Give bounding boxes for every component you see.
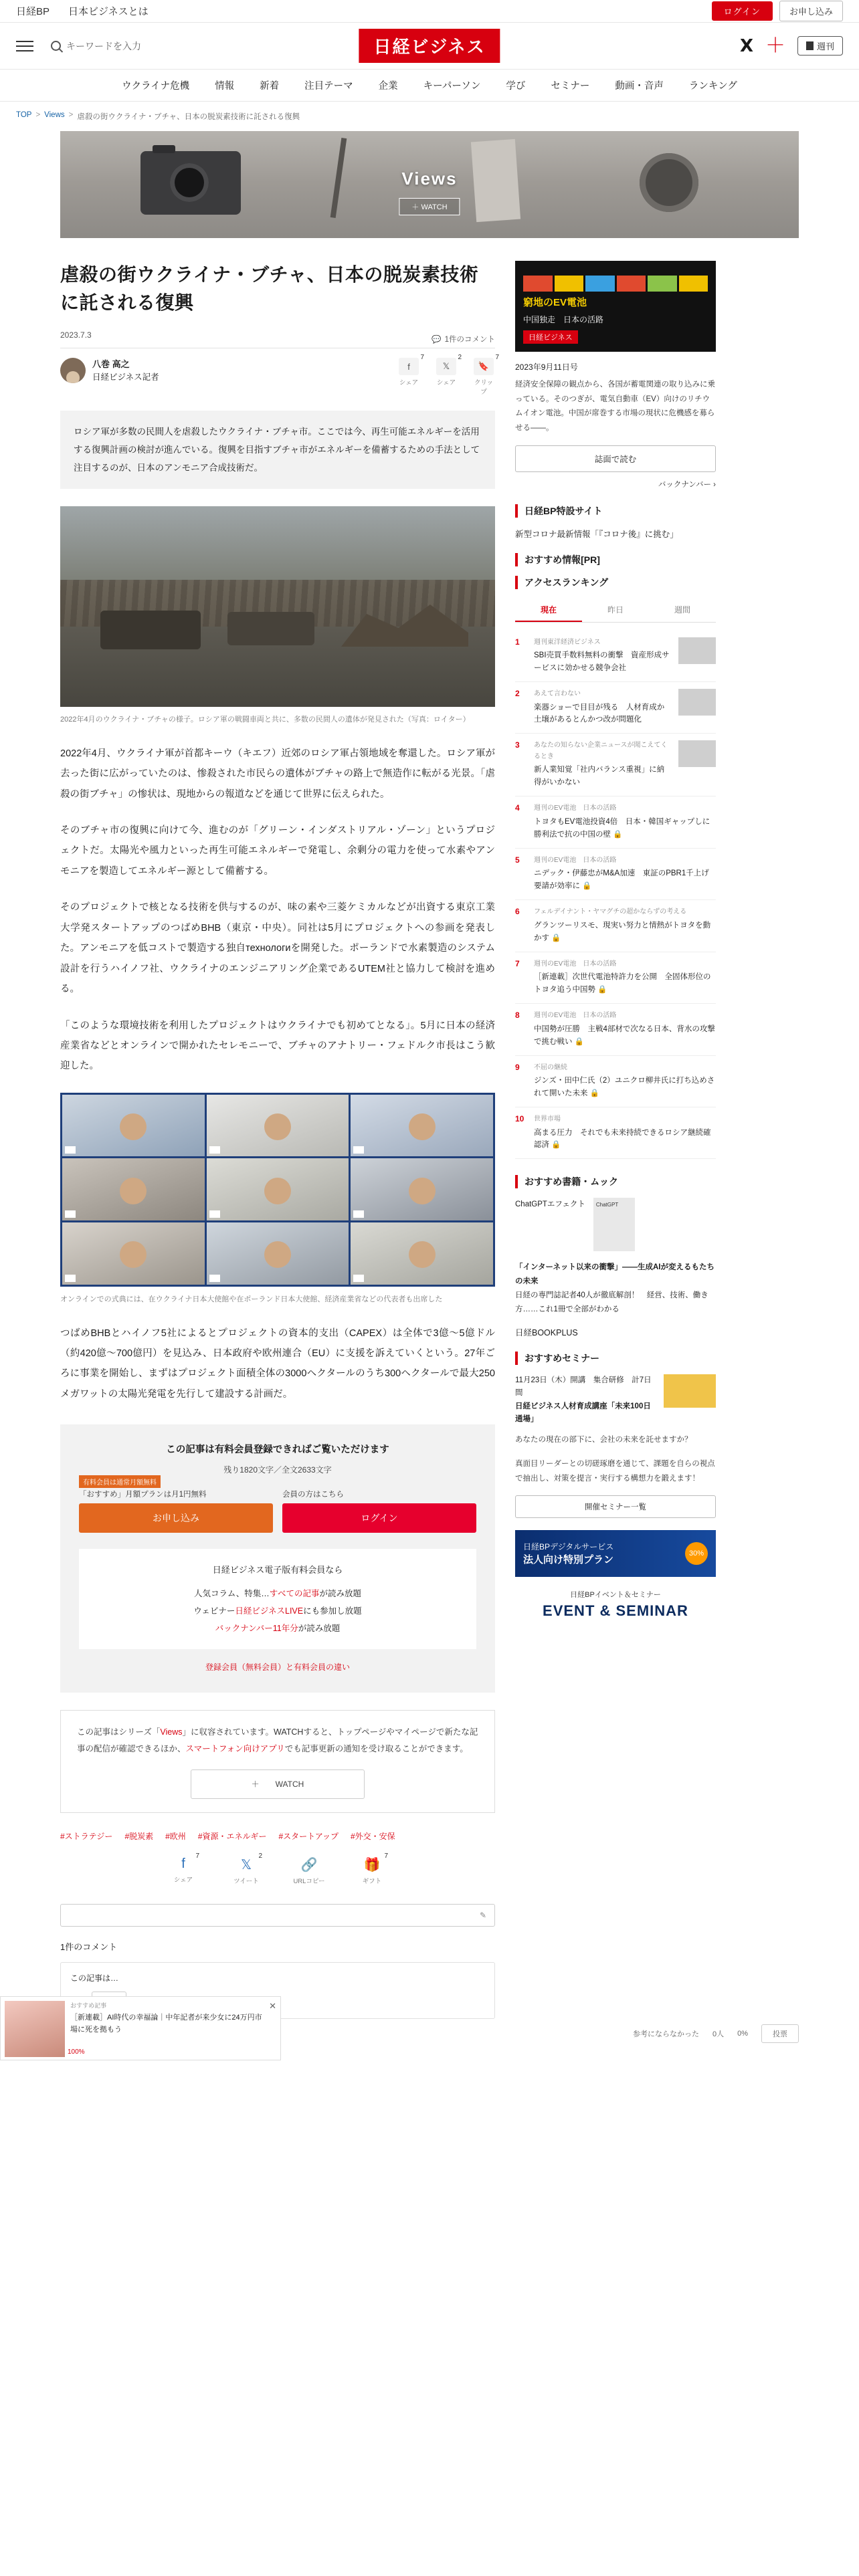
seminars-heading: おすすめセミナー <box>515 1352 716 1365</box>
utility-link-about[interactable]: 日本ビジネスとは <box>68 6 149 17</box>
close-icon[interactable]: ✕ <box>269 2001 276 2012</box>
ranking-item-4[interactable] <box>515 796 716 848</box>
floating-ad-thumbnail <box>5 2001 65 2057</box>
ranking-kicker: あえて言わない <box>534 690 581 697</box>
nav-item-topics[interactable]: 注目テーマ <box>304 81 353 92</box>
page-title: 虐殺の街ウクライナ・ブチャ、日本の脱炭素技術に託される復興 <box>60 264 479 313</box>
nav-item-seminar[interactable]: セミナー <box>551 81 590 92</box>
share-clip[interactable] <box>472 354 499 396</box>
nav-item-new[interactable]: 新着 <box>260 81 280 92</box>
hero-watch-button[interactable]: ＋ WATCH <box>399 198 460 215</box>
promo-line-2 <box>92 1602 463 1620</box>
read-magazine-label: 誌面で読む <box>594 455 637 465</box>
books-heading: おすすめ書籍・ムック <box>515 1175 716 1188</box>
issue-description: 経済安全保障の観点から、各国が蓄電関連の取り込みに乗っている。そのつぎが、電気自動車（EV）向けのリチウムイオン電池。中国が席巻する市場の現状に危機感を募らせる――。 <box>515 380 715 433</box>
seminar-body-1: あなたの現在の部下に、会社の未来を託せますか？ <box>515 1435 692 1444</box>
tab-ranking-now[interactable]: 現在 <box>515 599 582 622</box>
promo-line-2-em: 日経ビジネスLIVE <box>235 1606 304 1616</box>
grid-cell-1 <box>62 1095 205 1157</box>
article-meta <box>60 336 499 396</box>
x-icon: 𝕏 <box>436 358 456 375</box>
lock-icon: 🔒 <box>597 986 607 994</box>
ranking-title: グランツーリスモ、現実い努力と情熱がトヨタを動かす <box>534 921 711 942</box>
ranking-number: 6 <box>515 907 520 917</box>
utility-links <box>16 4 149 18</box>
utility-link-nikkeibp[interactable]: 日経BP <box>16 6 50 17</box>
floating-ad-pr-label: おすすめ記事 <box>70 2002 107 2010</box>
lock-icon: 🔒 <box>574 1037 585 1046</box>
photo-sky <box>60 506 495 580</box>
promo-title: 日経ビジネス電子版有料会員なら <box>212 1565 343 1576</box>
backnumber-link[interactable]: バックナンバー › <box>658 481 716 490</box>
photo-rubble <box>341 600 468 647</box>
ranking-title: ［新連載］次世代電池特許力を公開 全固体形位のトヨタ追う中国勢 <box>534 973 711 994</box>
ranking-item-2[interactable] <box>515 682 716 734</box>
nav-item-video[interactable]: 動画・音声 <box>615 81 664 92</box>
promo-line-1 <box>92 1585 463 1602</box>
photo-caption: 2022年4月のウクライナ・ブチャの様子。ロシア軍の戦闘車両と共に、多数の民間人の遺体が発見された（写真：ロイター） <box>60 716 470 724</box>
promo-line-1-em: すべての記事 <box>269 1588 320 1598</box>
grid-caption: オンラインでの式典には、在ウクライナ日本大使館や在ポーランド日本大使館、経済産業省などの代表者も出席した <box>60 1295 443 1303</box>
nav-item-learning[interactable]: 学び <box>506 81 526 92</box>
masthead <box>0 23 859 70</box>
clip-icon: 🔖 <box>474 358 494 375</box>
grid-cell-4 <box>62 1158 205 1220</box>
ranking-number: 1 <box>515 637 520 647</box>
bottom-share-copy-label: URLコピー <box>293 1878 325 1886</box>
hero-title: Views <box>401 169 458 189</box>
ranking-number: 10 <box>515 1114 524 1123</box>
promo-line-3-post: が読み放題 <box>298 1624 341 1634</box>
weekly-label: 週刊 <box>816 41 834 51</box>
photo-vehicle-2 <box>227 612 314 645</box>
read-magazine-button[interactable] <box>515 445 716 472</box>
ranking-heading: アクセスランキング <box>515 576 716 589</box>
ranking-number: 5 <box>515 855 520 865</box>
grid-cell-7 <box>62 1222 205 1285</box>
ranking-number: 9 <box>515 1062 520 1072</box>
promo-line-1-pre: 人気コラム、特集… <box>193 1588 270 1598</box>
ranking-number: 7 <box>515 958 520 968</box>
ranking-kicker: あなたの知らない企業ニュースが聞こえてくるとき <box>534 742 668 760</box>
comment-count-label: 1件のコメント <box>444 336 495 344</box>
helpful-count-people: 0人 <box>712 2030 725 2039</box>
content-wrapper <box>0 238 859 2019</box>
share-facebook-label: シェア <box>399 379 419 387</box>
article-photo-bucha <box>60 506 495 707</box>
comment-section-heading: 1件のコメント <box>60 1942 118 1953</box>
share-x-count: 2 <box>458 354 462 361</box>
facebook-icon: f <box>181 1856 185 1872</box>
author-block <box>60 358 159 384</box>
app-link[interactable]: スマートフォン向けアプリ <box>185 1744 285 1754</box>
paywall-tag: 有料会員は通常月額無料 <box>79 1475 161 1488</box>
ranking-title: 高まる圧力 それでも未来持続できるロシア継続確認済 <box>534 1128 711 1150</box>
ranking-kicker: 週刊のEV電池 日本の活路 <box>534 804 617 813</box>
sidebar <box>515 261 716 1620</box>
promo-line-1-post: が読み放題 <box>319 1588 362 1598</box>
bottom-share-x[interactable] <box>229 1852 264 1886</box>
bottom-share-copy[interactable] <box>292 1856 326 1885</box>
breadcrumb <box>0 102 859 131</box>
floating-ad-title: ［新連載］AI時代の幸福論｜中年記者が来少女に24万円市場に死を拠もう <box>70 2013 262 2034</box>
facebook-icon: f <box>399 358 419 375</box>
author-info <box>92 358 159 384</box>
series-name-link[interactable]: Views <box>160 1727 183 1737</box>
breadcrumb-item-top[interactable]: TOP <box>16 111 32 119</box>
seminar-thumbnail <box>664 1374 716 1408</box>
tag-energy[interactable]: #資源・エネルギー <box>197 1832 267 1842</box>
ranking-text <box>534 689 672 726</box>
comment-text: この記事は… <box>70 1973 119 1983</box>
article-main <box>60 261 499 2019</box>
magazine-icon <box>806 41 814 50</box>
article-paragraph-4: 「このような環境技術を利用したプロジェクトはウクライナでも初めてとなる」。5月に日本の経済産業省などとオンラインで開かれたセレモニーで、ブチャのアナトリー・フェドルク市長はこう歓迎した。 <box>60 1020 495 1072</box>
bottom-share-x-label: ツイート <box>233 1878 259 1886</box>
backnumber-label: バックナンバー <box>658 481 711 490</box>
book-item-2[interactable] <box>515 1261 716 1316</box>
article-photo-figure <box>60 506 495 707</box>
bottom-share-bar <box>60 1852 495 1886</box>
magazine-logo: 日経ビジネス <box>523 330 578 344</box>
tag-strategy[interactable]: #ストラテジー <box>60 1832 113 1842</box>
series-watch-button[interactable]: ＋ WATCH <box>191 1769 365 1799</box>
paywall <box>60 1424 495 1693</box>
paywall-options <box>79 1479 476 1533</box>
masthead-actions <box>740 36 843 56</box>
ranking-title: ニデック・伊藤忠がM&A加速 東証のPBR1千上げ要請が効率に <box>534 869 709 891</box>
search-icon <box>51 41 61 51</box>
grid-cell-8 <box>207 1222 349 1285</box>
share-clip-label: クリップ <box>474 379 494 396</box>
tag-decarbonization[interactable]: #脱炭素 <box>124 1832 154 1842</box>
helpful-count-pct: 0% <box>737 2030 748 2038</box>
bp-special-item[interactable]: 新型コロナ最新情報「『コロナ後』に挑む」 <box>515 530 678 540</box>
photo-vehicle-1 <box>100 611 201 649</box>
series-text-post: でも記事更新の通知を受け取ることができます。 <box>284 1744 468 1754</box>
digital-service-banner[interactable] <box>515 1530 716 1577</box>
helpful-label: 参考にならなかった <box>632 2030 699 2039</box>
tag-list <box>60 1830 495 1842</box>
article-paragraph-3: そのプロジェクトで核となる技術を供与するのが、味の素や三菱ケミカルなどが出資する東京工業大学発スタートアップのつばめBHB（東京・中央）。同社は5月にプロジェクトへの参画を発表した。アンモニアを低コストで製造する独自технологиを開発した。ポーランドで水素製造のシステム設計を行うハイノフ社、ウクライナのエンジニアリング企業であるUTEM社と協力して検討を進める。 <box>60 902 495 995</box>
publish-date: 2023.7.3 <box>60 330 92 340</box>
ranking-item-5[interactable] <box>515 849 716 900</box>
bottom-share-x-count: 2 <box>258 1852 262 1860</box>
discount-badge: 30% <box>685 1542 708 1565</box>
comment-count-link[interactable] <box>432 334 495 344</box>
paywall-option-login <box>282 1489 476 1533</box>
bottom-share-facebook[interactable] <box>166 1852 201 1885</box>
promo-line-2-post: にも参加し放題 <box>303 1606 362 1616</box>
grid-cell-9 <box>351 1222 493 1285</box>
grid-cell-2 <box>207 1095 349 1157</box>
floating-ad-text <box>70 2001 264 2036</box>
global-nav <box>0 70 859 102</box>
tab-ranking-yesterday[interactable]: 昨日 <box>607 605 624 615</box>
ranking-title: 中国勢が圧勝 主戦4部材で次なる日本、背水の攻撃で挑む戦い <box>534 1025 715 1046</box>
breadcrumb-item-current: 虐殺の街ウクライナ・ブチャ、日本の脱炭素技術に託される復興 <box>77 113 300 121</box>
promo-line-2-pre: ウェビナー <box>193 1606 235 1616</box>
ranking-item-1[interactable] <box>515 631 716 682</box>
plus-icon[interactable]: ＋ <box>765 34 785 57</box>
lock-icon: 🔒 <box>582 882 592 891</box>
ranking-kicker: 週刊東洋経済ビジネス <box>534 638 601 646</box>
book-title: ChatGPTエフェクト <box>515 1200 585 1209</box>
paywall-apply-button[interactable]: お申し込み <box>79 1503 273 1533</box>
footer-vote-button[interactable]: 投票 <box>761 2024 799 2043</box>
tag-diplomacy[interactable]: #外交・安保 <box>350 1832 395 1842</box>
ranking-item-9[interactable] <box>515 1056 716 1107</box>
author-name: 八巻 高之 <box>92 359 130 369</box>
lock-icon: 🔒 <box>589 1089 600 1098</box>
series-box <box>60 1710 495 1813</box>
floating-ad[interactable] <box>0 1996 281 2060</box>
event-small-label: 日経BPイベント＆セミナー <box>570 1591 661 1600</box>
utility-actions <box>712 1 843 21</box>
paywall-remaining: 残り1820文字／全文2633文字 <box>223 1465 332 1475</box>
paywall-right-label: 会員の方はこちら <box>282 1491 344 1499</box>
seminar-title: 日経ビジネス人材育成講座「未来100日通場」 <box>515 1402 651 1424</box>
menu-icon[interactable] <box>16 41 33 51</box>
seminar-body-2: 真面目リーダーとの切磋琢磨を通じて、課題を自らの視点で抽出し、対策を提言・実行する構想力を鍛えます！ <box>515 1459 715 1483</box>
magazine-cover-ad[interactable] <box>515 261 716 352</box>
paywall-links <box>79 1661 476 1673</box>
gift-icon: 🎁 <box>363 1858 381 1873</box>
ranking-number: 2 <box>515 689 520 698</box>
ranking-kicker: 週刊のEV電池 日本の活路 <box>534 856 617 864</box>
nav-item-keyperson[interactable]: キーパーソン <box>423 81 481 92</box>
weekly-button[interactable] <box>797 36 843 56</box>
bottom-share-gift-count: 7 <box>384 1852 388 1860</box>
bp-special-heading: 日経BP特設サイト <box>515 504 716 518</box>
ranking-item-7[interactable] <box>515 952 716 1004</box>
ranking-list <box>515 631 716 1160</box>
site-logo[interactable]: 日経ビジネス <box>359 29 500 63</box>
bottom-share-gift[interactable] <box>355 1852 389 1886</box>
magazine-title: 窮地のEV電池 <box>523 297 587 308</box>
book-item-1[interactable] <box>515 1198 716 1251</box>
share-x[interactable] <box>435 354 462 387</box>
promo-line-3 <box>92 1620 463 1637</box>
x-icon[interactable]: X <box>739 35 753 56</box>
share-x-label: シェア <box>436 379 456 387</box>
ranking-kicker: フェルデイナント・ヤマグチの超かならずの考える <box>534 908 687 916</box>
login-button[interactable]: ログイン <box>712 1 773 21</box>
ranking-text <box>534 1063 716 1100</box>
nav-item-info[interactable]: 情報 <box>215 81 235 92</box>
book-sub: 日経の専門誌記者40人が徹底解剖！ 経営、技術、働き方……これ1冊で全部がわかる <box>515 1291 708 1313</box>
ranking-item-6[interactable] <box>515 900 716 952</box>
event-big-label: EVENT & SEMINAR <box>543 1602 688 1620</box>
search-input[interactable] <box>51 39 141 53</box>
author-title: 日経ビジネス記者 <box>92 372 159 382</box>
book-lead: 「インターネット以来の衝撃」——生成AIが変えるもたちの未来 <box>515 1263 714 1286</box>
event-seminar-block[interactable] <box>515 1589 716 1620</box>
ranking-text <box>534 740 672 789</box>
ranking-number: 8 <box>515 1010 520 1021</box>
lock-icon: 🔒 <box>551 1141 561 1150</box>
battery-graphic <box>523 276 708 292</box>
ranking-title: SBI売買手数料無料の衝撃 資産形成サービスに効かせる競争会社 <box>534 651 670 673</box>
ranking-kicker: 週刊のEV電池 日本の活路 <box>534 1012 617 1020</box>
banner-title: 日経BPデジタルサービス <box>523 1542 614 1552</box>
magazine-subtitle: 中国独走 日本の活路 <box>523 314 604 324</box>
ranking-text <box>534 1114 716 1152</box>
ranking-kicker: 不屈の継続 <box>534 1063 567 1071</box>
ranking-text <box>534 907 716 944</box>
avatar <box>60 358 86 383</box>
grid-cell-3 <box>351 1095 493 1157</box>
article-paragraph-1: 2022年4月、ウクライナ軍が首都キーウ（キエフ）近郊のロシア軍占領地域を奪還した。ロシア軍が去った街に広がっていたのは、惨殺された市民らの遺体がブチャの路上で無造作に転がる光景。「虐殺の街ブチャ」の惨状は、現地からの報道などを通じて世界に伝えられた。 <box>60 748 495 800</box>
share-facebook[interactable] <box>397 354 424 387</box>
comment-input[interactable] <box>60 1904 495 1927</box>
paywall-left-label: 「おすすめ」月額プランは月1円無料 <box>79 1491 207 1499</box>
ranking-text <box>534 855 716 893</box>
x-icon: 𝕏 <box>240 1858 252 1873</box>
ranking-number: 4 <box>515 803 520 813</box>
ranking-thumbnail <box>678 637 716 664</box>
paywall-promo <box>79 1549 476 1649</box>
seminar-item-1[interactable] <box>515 1374 716 1426</box>
subscribe-button[interactable]: お申し込み <box>779 1 843 21</box>
ranking-tabs <box>515 599 716 623</box>
seminar-date: 11月23日（木）開講 集合研修 計7日間 <box>515 1376 652 1398</box>
series-text-mid: 」に収容されています。WATCHすると、トップページやマイページで新たな記事の配信が確認できるほか、 <box>77 1727 478 1754</box>
bottom-share-gift-label: ギフト <box>362 1878 382 1886</box>
floating-ad-progress: 100% <box>68 2048 85 2056</box>
lock-icon: 🔒 <box>613 830 623 839</box>
grid-cell-6 <box>351 1158 493 1220</box>
bookplus-link[interactable]: 日経BOOKPLUS <box>515 1328 578 1338</box>
breadcrumb-separator: > <box>35 111 41 119</box>
book-description <box>515 1261 716 1316</box>
recommend-heading: おすすめ情報[PR] <box>515 553 716 566</box>
nav-item-ranking[interactable]: ランキング <box>688 81 737 92</box>
ranking-thumbnail <box>678 740 716 767</box>
lock-icon: 🔒 <box>551 934 561 942</box>
tag-europe[interactable]: #欧州 <box>165 1832 186 1842</box>
article-paragraph-5: つばめBHBとハイノフ5社によるとプロジェクトの資本的支出（CAPEX）は全体で3億〜5億ドル（約420億〜700億円）を見込み、日本政府や欧州連合（EU）に支援を訴えていくという。27年ごろに事業を開始し、まずはプロジェクト面積全体の3000ヘクタールのうち300ヘクタールで最大250メガワットの太陽光発電を先行して建設する計画だ。 <box>60 1327 495 1400</box>
ranking-title: 楽器ショーで目目が残る 人材育成か 土壌があるとんかつ改が問題化 <box>534 703 672 724</box>
book-thumbnail: ChatGPT <box>593 1198 635 1251</box>
hero-banner[interactable] <box>60 131 799 238</box>
ranking-item-10[interactable] <box>515 1107 716 1159</box>
ranking-item-3[interactable] <box>515 734 716 796</box>
grid-cell-5 <box>207 1158 349 1220</box>
share-facebook-count: 7 <box>420 354 424 361</box>
seminar-text <box>515 1374 656 1426</box>
ranking-item-8[interactable] <box>515 1004 716 1055</box>
paywall-login-button[interactable]: ログイン <box>282 1503 476 1533</box>
series-text-pre: この記事はシリーズ「 <box>77 1727 161 1737</box>
tab-ranking-week[interactable]: 週間 <box>674 605 690 615</box>
ranking-text <box>534 1010 716 1048</box>
paywall-title: この記事は有料会員登録できればご覧いただけます <box>166 1444 389 1456</box>
seminar-list-button[interactable]: 開催セミナー一覧 <box>515 1495 716 1518</box>
share-clip-count: 7 <box>495 354 499 361</box>
membership-compare-link[interactable]: 登録会員（無料会員）と有料会員の違い <box>205 1662 350 1673</box>
ranking-thumbnail <box>678 689 716 716</box>
promo-line-3-em: バックナンバー11年分 <box>215 1624 298 1634</box>
ranking-title: ジンズ・田中仁氏（2）ユニクロ柳井氏に打ち込めされて開いた未来 <box>534 1077 715 1098</box>
ranking-kicker: 世界市場 <box>534 1115 561 1123</box>
ranking-title: 新人業知覚「社内バランス重視」に納得がいかない <box>534 766 665 787</box>
comment-icon: 💬 <box>432 336 442 344</box>
banner-sub: 法人向け特別プラン <box>523 1554 614 1566</box>
paywall-option-apply <box>79 1479 273 1533</box>
share-icons <box>397 354 499 396</box>
ranking-text <box>534 959 716 996</box>
bottom-share-facebook-count: 7 <box>195 1852 199 1860</box>
ranking-title: トヨタもEV電池投資4倍 日本・韓国ギャップしに勝利法で抗の中国の壁 <box>534 817 710 839</box>
nav-item-ukraine[interactable]: ウクライナ危機 <box>122 81 190 92</box>
search-placeholder: キーワードを入力 <box>66 40 141 51</box>
issue-date: 2023年9月11日号 <box>515 362 578 372</box>
article-paragraph-2: そのブチャ市の復興に向けて今、進むのが「グリーン・インダストリアル・ゾーン」というプロジェクトだ。太陽光や風力といった再生可能エネルギーで発電し、余剰分の電力を使って水素やアンモニアを製造してエネルギー源として備蓄する。 <box>60 825 495 877</box>
ranking-text <box>534 803 716 841</box>
breadcrumb-separator-2: > <box>68 111 74 119</box>
bottom-share-facebook-label: シェア <box>173 1876 193 1885</box>
breadcrumb-item-views[interactable]: Views <box>44 111 65 119</box>
ranking-text <box>534 637 672 675</box>
nav-item-company[interactable]: 企業 <box>378 81 398 92</box>
utility-bar <box>0 0 859 23</box>
tag-startup[interactable]: #スタートアップ <box>278 1832 339 1842</box>
article-lede: ロシア軍が多数の民間人を虐殺したウクライナ・ブチャ市。ここでは今、再生可能エネルギーを活用する復興計画の検討が進んでいる。復興を目指すブチャ市がエネルギーを備蓄するための手法として注目するのが、日本のアンモニア合成技術だ。 <box>60 411 495 489</box>
banner-text <box>523 1541 613 1566</box>
ranking-number: 3 <box>515 740 520 750</box>
pencil-icon[interactable]: ✎ <box>479 1911 486 1921</box>
link-icon: 🔗 <box>300 1858 318 1873</box>
online-ceremony-grid <box>60 1093 495 1287</box>
ranking-kicker: 週刊のEV電池 日本の活路 <box>534 960 617 968</box>
